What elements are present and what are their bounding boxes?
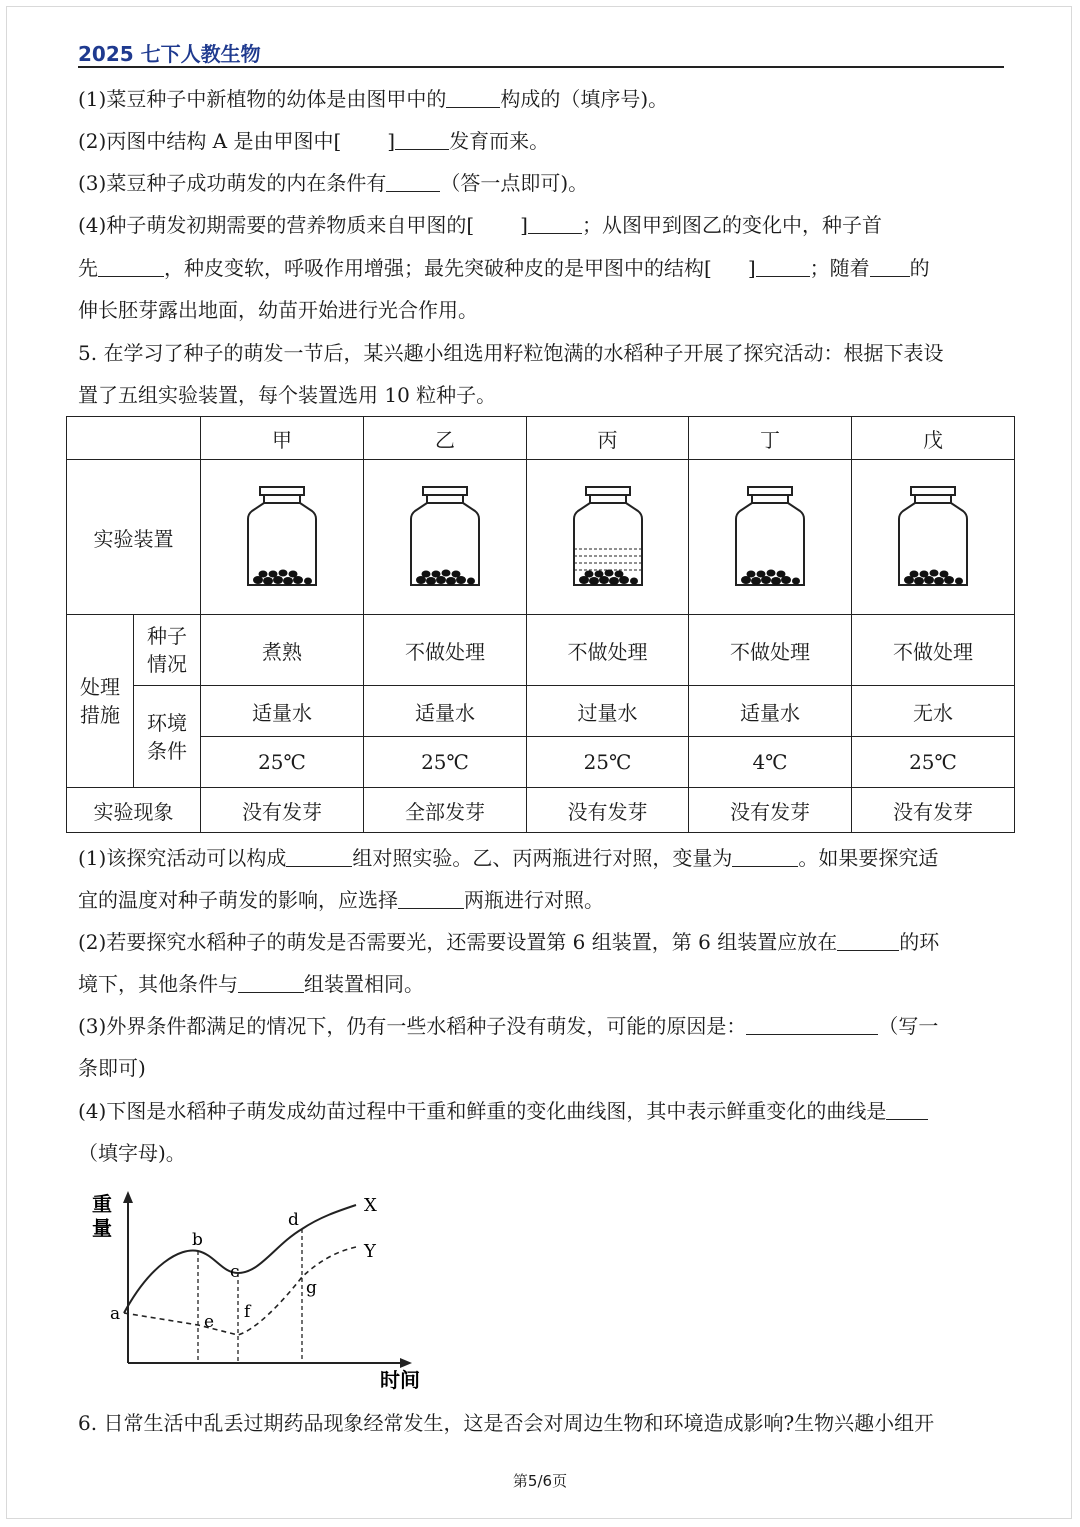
result-label: 实验现象: [67, 788, 201, 833]
table-row-result: [67, 788, 1015, 833]
answer-blank[interactable]: [395, 129, 449, 150]
point-label-e: e: [204, 1312, 215, 1332]
answer-blank[interactable]: [446, 87, 500, 108]
table-header-row: [67, 417, 1015, 460]
y-axis-label-char1: 重: [92, 1192, 112, 1216]
question-5-intro-line2: 置了五组实验装置，每个装置选用 10 粒种子。: [78, 383, 497, 407]
x-axis-label: 时间: [380, 1368, 420, 1392]
weight-time-graph: [80, 1185, 420, 1395]
group-header: 甲: [201, 417, 364, 460]
seed-cell: 不做处理: [852, 615, 1015, 686]
answer-blank[interactable]: [98, 256, 164, 277]
answer-blank[interactable]: [870, 256, 910, 277]
jar-no-water-icon: [893, 485, 973, 589]
point-label-f: f: [244, 1302, 251, 1322]
answer-blank[interactable]: [756, 256, 810, 277]
answer-blank[interactable]: [837, 930, 899, 951]
seed-cell: 煮熟: [201, 615, 364, 686]
point-label-c: c: [230, 1262, 240, 1282]
result-cell: 没有发芽: [852, 788, 1015, 833]
answer-blank[interactable]: [886, 1099, 928, 1120]
result-cell: 全部发芽: [364, 788, 527, 833]
question-6-line1: 6. 日常生活中乱丢过期药品现象经常发生，这是否会对周边生物和环境造成影响?生物兴趣小组开: [78, 1411, 935, 1435]
point-label-b: b: [192, 1230, 203, 1250]
temp-cell: 25℃: [201, 737, 364, 788]
water-cell: 无水: [852, 686, 1015, 737]
jar-cell: [527, 460, 689, 615]
point-label-d: d: [288, 1210, 299, 1230]
answer-blank[interactable]: [386, 171, 440, 192]
water-cell: 过量水: [527, 686, 689, 737]
group-header: 丁: [689, 417, 852, 460]
series-label-x: X: [364, 1195, 377, 1216]
table-row-seed: [67, 615, 1015, 686]
question-5-4-line1: (4)下图是水稻种子萌发成幼苗过程中干重和鲜重的变化曲线图，其中表示鲜重变化的曲线是: [78, 1098, 1008, 1124]
table-row-temperature: [67, 737, 1015, 788]
answer-blank[interactable]: [528, 213, 582, 234]
table-row-water: [67, 686, 1015, 737]
question-5-4-line2: （填字母)。: [78, 1141, 186, 1165]
header-rule: [78, 66, 1004, 68]
point-label-a: a: [110, 1304, 121, 1324]
answer-blank[interactable]: [286, 846, 352, 867]
group-header: 乙: [364, 417, 527, 460]
table-corner-cell: [67, 417, 201, 460]
seed-label: 种子情况: [134, 615, 201, 686]
y-axis-label-char2: 量: [92, 1216, 112, 1240]
environment-label: 环境条件: [134, 686, 201, 788]
jar-cell: [364, 460, 527, 615]
jar-cold-icon: [730, 485, 810, 589]
answer-blank[interactable]: [398, 888, 464, 909]
question-4-4-line1: (4)种子萌发初期需要的营养物质来自甲图的[ ] ；从图甲到图乙的变化中，种子首: [78, 213, 882, 237]
question-4-1: (1)菜豆种子中新植物的幼体是由图甲中的 构成的（填序号)。: [78, 87, 669, 111]
temp-cell: 4℃: [689, 737, 852, 788]
treatment-label: 处理措施: [67, 615, 134, 788]
group-header: 戊: [852, 417, 1015, 460]
question-5-3-line1: (3)外界条件都满足的情况下，仍有一些水稻种子没有萌发，可能的原因是： （写一: [78, 1014, 939, 1038]
question-4-3: (3)菜豆种子成功萌发的内在条件有 （答一点即可)。: [78, 171, 589, 195]
question-5-2-line1: (2)若要探究水稻种子的萌发是否需要光，还需要设置第 6 组装置，第 6 组装置应放在 的环: [78, 930, 940, 954]
water-cell: 适量水: [364, 686, 527, 737]
table-row-device: [67, 460, 1015, 615]
seed-cell: 不做处理: [527, 615, 689, 686]
jar-excess-water-icon: [568, 485, 648, 589]
seed-cell: 不做处理: [689, 615, 852, 686]
question-4-4-line3: 伸长胚芽露出地面，幼苗开始进行光合作用。: [78, 298, 478, 322]
jar-cell: [852, 460, 1015, 615]
point-label-g: g: [306, 1278, 317, 1298]
question-5-3-line2: 条即可): [78, 1056, 146, 1080]
answer-blank[interactable]: [732, 846, 798, 867]
y-axis-arrow: [123, 1191, 133, 1203]
result-cell: 没有发芽: [527, 788, 689, 833]
answer-blank[interactable]: [746, 1014, 878, 1035]
water-cell: 适量水: [689, 686, 852, 737]
question-5-1-line1: (1)该探究活动可以构成 组对照实验。乙、丙两瓶进行对照，变量为 。如果要探究适: [78, 846, 939, 870]
group-header: 丙: [527, 417, 689, 460]
seed-cell: 不做处理: [364, 615, 527, 686]
experiment-table: [66, 416, 1015, 833]
question-5-1-line2: 宜的温度对种子萌发的影响，应选择 两瓶进行对照。: [78, 888, 604, 912]
document-header: 2025 七下人教生物: [78, 42, 261, 66]
series-label-y: Y: [364, 1241, 376, 1262]
water-cell: 适量水: [201, 686, 364, 737]
fresh-weight-curve-x: [124, 1205, 356, 1313]
question-4-2: (2)丙图中结构 A 是由甲图中[ ] 发育而来。: [78, 129, 550, 153]
result-cell: 没有发芽: [201, 788, 364, 833]
device-label: 实验装置: [67, 460, 201, 615]
page-number: 第5/6页: [512, 1472, 568, 1490]
jar-moderate-water-icon: [405, 485, 485, 589]
jar-cell: [689, 460, 852, 615]
jar-cell: [201, 460, 364, 615]
result-cell: 没有发芽: [689, 788, 852, 833]
temp-cell: 25℃: [852, 737, 1015, 788]
temp-cell: 25℃: [364, 737, 527, 788]
question-4-4-line2: 先 ，种皮变软，呼吸作用增强；最先突破种皮的是甲图中的结构[ ] ；随着 的: [78, 256, 930, 280]
question-5-intro-line1: 5. 在学习了种子的萌发一节后，某兴趣小组选用籽粒饱满的水稻种子开展了探究活动：根据下表设: [78, 341, 944, 365]
dry-weight-curve-y: [124, 1247, 356, 1335]
temp-cell: 25℃: [527, 737, 689, 788]
x-axis-arrow: [400, 1358, 412, 1368]
answer-blank[interactable]: [238, 972, 304, 993]
jar-dry-boiled-icon: [242, 485, 322, 589]
question-5-2-line2: 境下，其他条件与 组装置相同。: [78, 972, 424, 996]
